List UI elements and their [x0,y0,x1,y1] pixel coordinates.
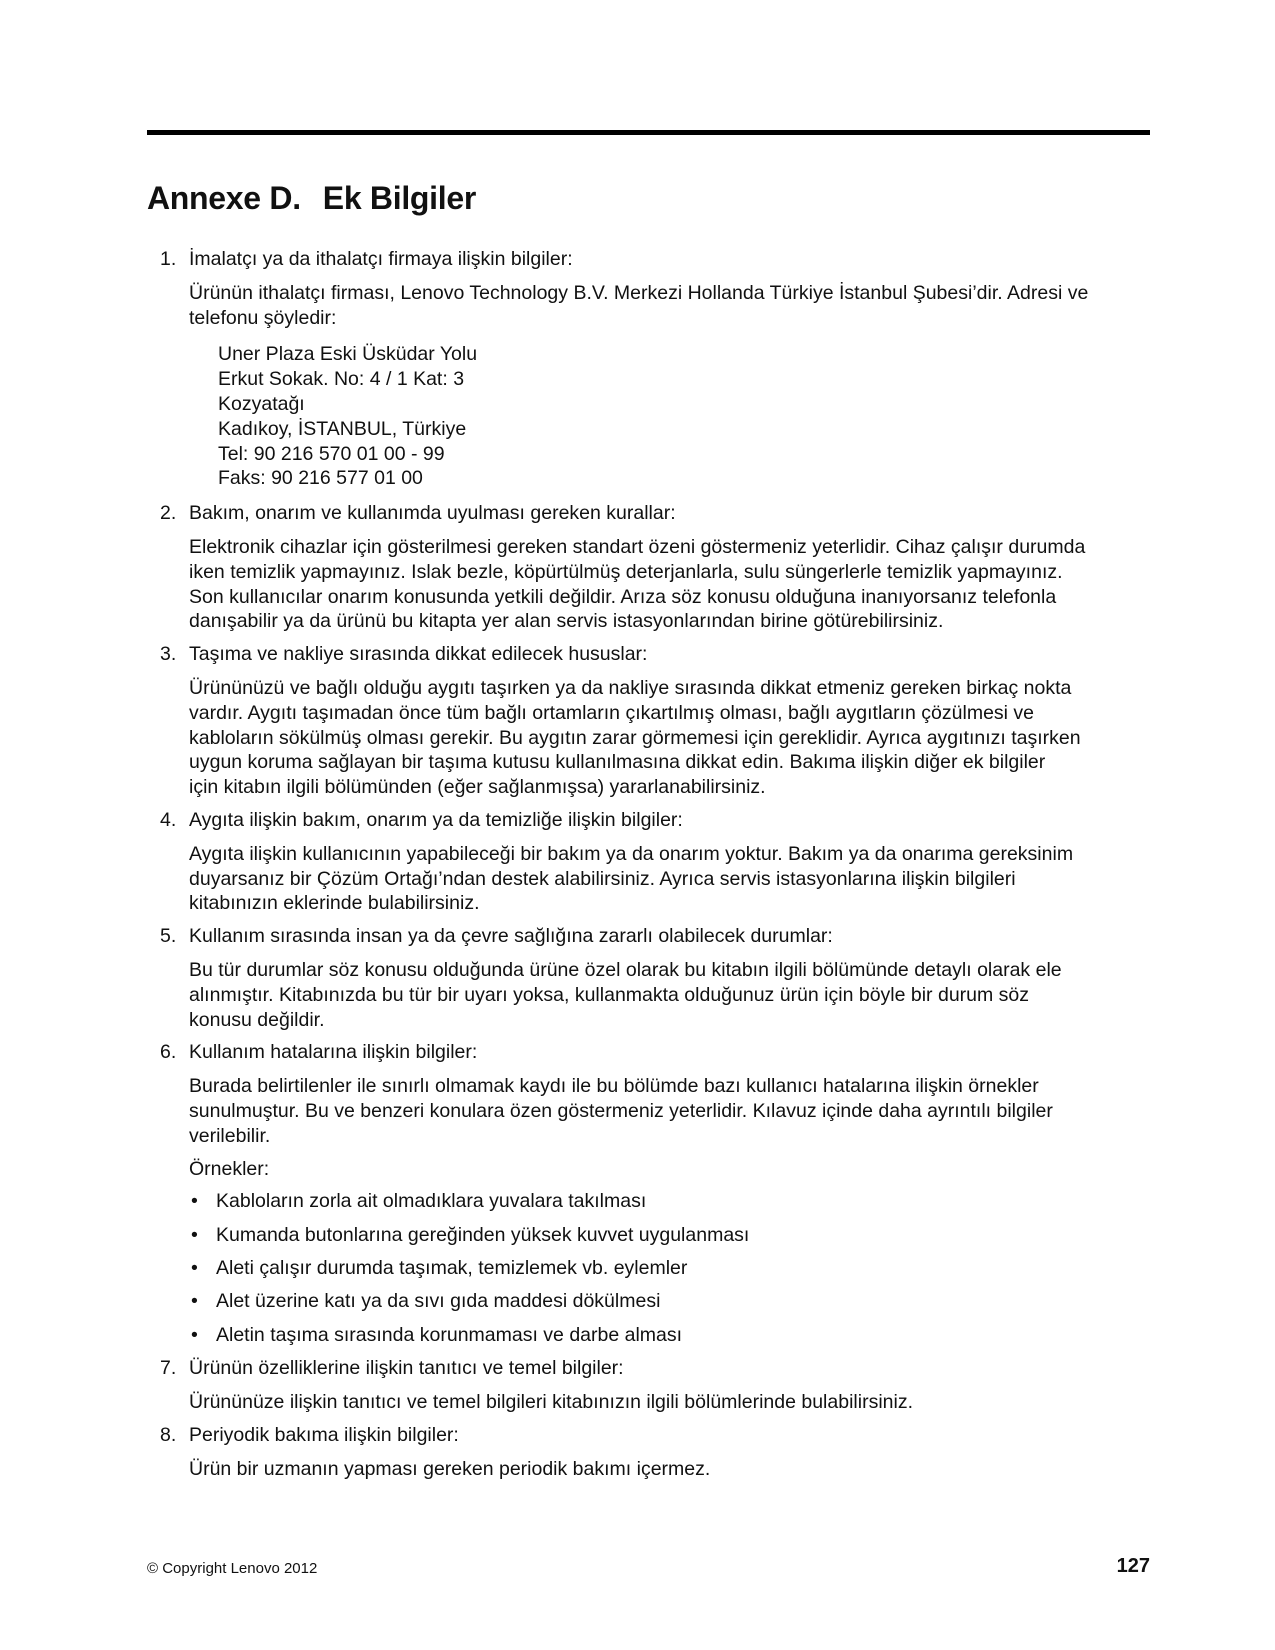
list-item [155,1356,1155,1415]
item-paragraph [189,1390,1155,1415]
address-line: Tel: 90 216 570 01 00 - 99 [218,442,445,465]
address-block [189,342,1155,491]
text-line: telefonu şöyledir: [189,306,337,329]
text-line: Ürününüzü ve bağlı olduğu aygıtı taşırken ya da nakliye sırasında dikkat etmeniz gereken birkaç nokta [189,676,1072,699]
text-line: konusu değildir. [189,1008,325,1031]
item-paragraph [189,676,1155,800]
item-number: 4. [160,808,177,831]
bullet-icon: • [191,1323,198,1346]
top-rule [147,130,1150,135]
item-number: 5. [160,925,177,948]
item-title: Taşıma ve nakliye sırasında dikkat edilecek hususlar: [189,643,648,666]
item-number: 1. [160,248,177,270]
text-line: iken temizlik yapmayınız. Islak bezle, köpürtülmüş deterjanlarla, sulu süngerlerle temizlik yapmayınız. [189,560,1063,583]
text-line: Elektronik cihazlar için gösterilmesi gereken standart özeni göstermeniz yeterlidir. Cihaz çalışır durumda [189,535,1086,558]
item-paragraph [189,281,1155,331]
item-number: 2. [160,502,177,525]
bullet-item [189,1323,1155,1348]
page-number: 127 [1116,1555,1150,1577]
list-item [155,501,1155,634]
text-line: uygun koruma sağlayan bir taşıma kutusu kullanılmasına dikkat edin. Bakıma ilişkin diğer ek bilgiler [189,751,1046,774]
item-title: Ürünün özelliklerine ilişkin tanıtıcı ve temel bilgiler: [189,1357,624,1380]
bullet-text: Aleti çalışır durumda taşımak, temizlemek vb. eylemler [216,1257,688,1280]
bullet-item [189,1289,1155,1314]
bullet-list [189,1189,1155,1347]
numbered-list [155,247,1155,1489]
address-line: Kadıkoy, İSTANBUL, Türkiye [218,417,467,440]
bullet-icon: • [191,1257,198,1280]
item-paragraph [189,842,1155,916]
item-number: 6. [160,1041,177,1064]
text-line: Ürünün ithalatçı firması, Lenovo Technology B.V. Merkezi Hollanda Türkiye İstanbul Şubesi’dir. Adresi ve [189,281,1089,304]
address-line: Kozyatağı [218,392,305,415]
bullet-icon: • [191,1223,198,1246]
item-number: 7. [160,1357,177,1380]
annex-title: Ek Bilgiler [322,180,476,216]
bullet-text: Kabloların zorla ait olmadıklara yuvalara takılması [216,1190,647,1213]
text-line: sunulmuştur. Bu ve benzeri konulara özen göstermeniz yeterlidir. Kılavuz içinde daha ayrıntılı bilgiler [189,1099,1053,1122]
item-title: Bakım, onarım ve kullanımda uyulması gereken kurallar: [189,502,676,525]
address-line: Uner Plaza Eski Üsküdar Yolu [218,343,478,366]
list-item [155,642,1155,800]
list-item [155,924,1155,1032]
text-line: alınmıştır. Kitabınızda bu tür bir uyarı yoksa, kullanmakta olduğunuz ürün için böyle bir durum söz [189,983,1030,1006]
item-paragraph [189,535,1155,634]
item-title: İmalatçı ya da ithalatçı firmaya ilişkin bilgiler: [189,248,573,270]
bullet-item [189,1256,1155,1281]
bullet-text: Kumanda butonlarına gereğinden yüksek kuvvet uygulanması [216,1223,750,1246]
address-line: Faks: 90 216 577 01 00 [218,467,423,490]
bullet-text: Aletin taşıma sırasında korunmaması ve darbe alması [216,1323,683,1346]
bullet-icon: • [191,1290,198,1313]
item-number: 8. [160,1423,177,1446]
text-line: Bu tür durumlar söz konusu olduğunda ürüne özel olarak bu kitabın ilgili bölümünde detaylı olarak ele [189,958,1062,981]
text-line: Aygıta ilişkin kullanıcının yapabileceği bir bakım ya da onarım yoktur. Bakım ya da onarıma gereksinim [189,842,1074,865]
item-paragraph [189,1457,1155,1482]
annex-label: Annexe D. [147,180,301,216]
bullet-item [189,1189,1155,1214]
item-title: Kullanım sırasında insan ya da çevre sağlığına zararlı olabilecek durumlar: [189,925,833,948]
item-title: Kullanım hatalarına ilişkin bilgiler: [189,1041,478,1064]
list-item [155,1040,1155,1347]
bullet-text: Alet üzerine katı ya da sıvı gıda maddesi dökülmesi [216,1290,661,1313]
examples-label: Örnekler: [189,1157,270,1180]
bullet-item [189,1223,1155,1248]
text-line: kitabınızın eklerinde bulabilirsiniz. [189,892,480,915]
bullet-icon: • [191,1190,198,1213]
copyright: © Copyright Lenovo 2012 [147,1560,318,1577]
address-line: Erkut Sokak. No: 4 / 1 Kat: 3 [218,368,465,391]
item-number: 3. [160,643,177,666]
text-line: Ürün bir uzmanın yapması gereken periodik bakımı içermez. [189,1457,711,1480]
page-title [147,178,476,218]
item-title: Aygıta ilişkin bakım, onarım ya da temizliğe ilişkin bilgiler: [189,808,683,831]
list-item [155,808,1155,916]
text-line: için kitabın ilgili bölümünden (eğer sağlanmışsa) yararlanabilirsiniz. [189,776,766,799]
text-line: Ürününüze ilişkin tanıtıcı ve temel bilgileri kitabınızın ilgili bölümlerinde bulabilirsiniz. [189,1391,913,1414]
list-item [155,247,1155,491]
item-title: Periyodik bakıma ilişkin bilgiler: [189,1423,459,1446]
text-line: danışabilir ya da ürünü bu kitapta yer alan servis istasyonlarından birine götürebilirsiniz. [189,610,944,633]
text-line: vardır. Aygıtı taşımadan önce tüm bağlı ortamların çıkartılmış olması, bağlı aygıtların çözülmesi ve [189,701,1035,724]
list-item [155,1423,1155,1482]
text-line: kabloların sökülmüş olması gerekir. Bu aygıtın zarar görmemesi için gereklidir. Ayrıca aygıtınızı taşırken [189,726,1081,749]
item-paragraph [189,1074,1155,1148]
text-line: verilebilir. [189,1124,271,1147]
text-line: Son kullanıcılar onarım konusunda yetkili değildir. Arıza söz konusu olduğuna inanıyorsanız telefonla [189,585,1057,608]
item-paragraph [189,958,1155,1032]
text-line: Burada belirtilenler ile sınırlı olmamak kaydı ile bu bölümde bazı kullanıcı hatalarına ilişkin örnekler [189,1075,1039,1098]
text-line: duyarsanız bir Çözüm Ortağı’ndan destek alabilirsiniz. Ayrıca servis istasyonlarına ilişkin bilgileri [189,867,1016,890]
